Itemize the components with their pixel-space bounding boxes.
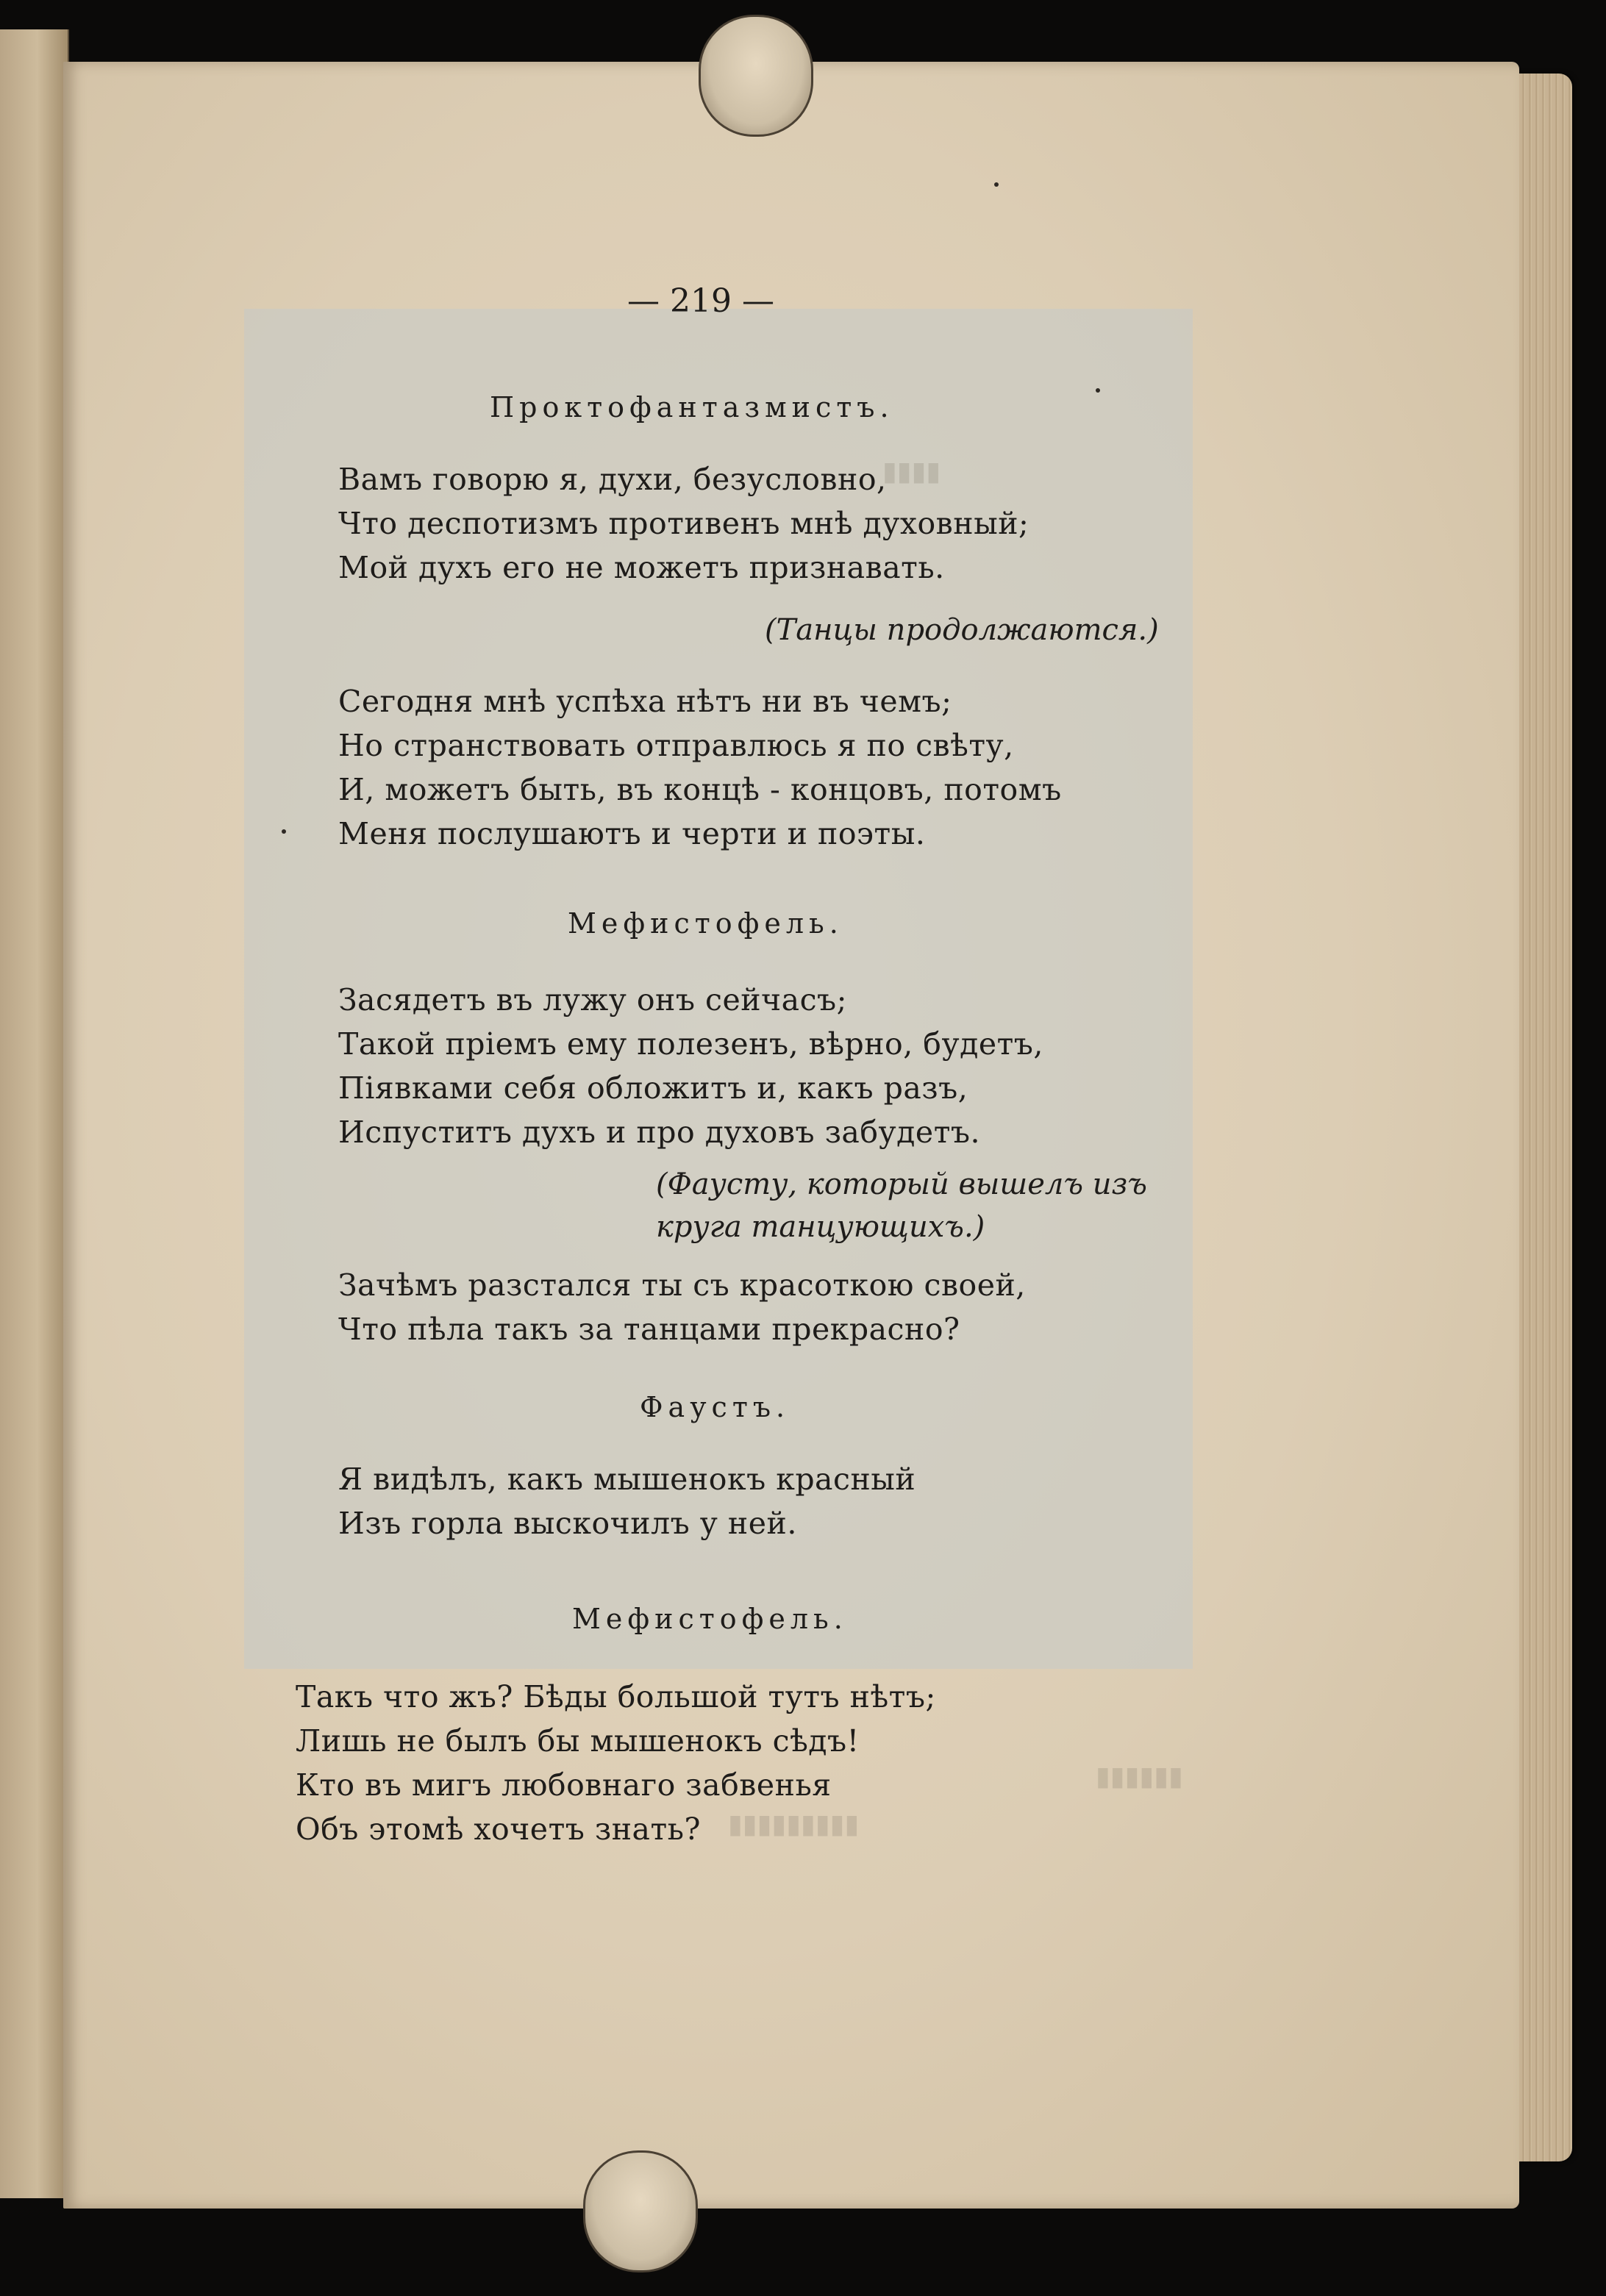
verse-line: Зачѣмъ разстался ты съ красоткою своей, xyxy=(338,1267,1026,1303)
speaker-name: Фаустъ. xyxy=(640,1391,790,1423)
verse-line: Такой пріемъ ему полезенъ, вѣрно, будетъ, xyxy=(338,1026,1043,1062)
verse-stanza xyxy=(338,457,1029,590)
bleed-through: ▮▮▮▮▮▮ xyxy=(1096,1761,1183,1792)
bleed-through: ▮▮▮▮▮▮▮▮▮ xyxy=(728,1809,860,1839)
stage-direction: (Танцы продолжаются.) xyxy=(765,613,1159,647)
verse-line: Изъ горла выскочилъ у ней. xyxy=(338,1506,797,1541)
dust-speck xyxy=(994,182,999,187)
verse-line: Мой духъ его не можетъ признавать. xyxy=(338,550,945,585)
verse-line: Но странствовать отправлюсь я по свѣту, xyxy=(338,728,1014,763)
stage-direction xyxy=(656,1163,1147,1248)
verse-line: Кто въ мигъ любовнаго забвенья xyxy=(296,1767,832,1803)
verse-stanza xyxy=(296,1675,936,1851)
page-number: — 219 — xyxy=(627,282,774,320)
verse-line: Сегодня мнѣ успѣха нѣтъ ни въ чемъ; xyxy=(338,684,952,719)
verse-line: Такъ что жъ? Бѣды большой тутъ нѣтъ; xyxy=(296,1679,936,1714)
verse-line: Меня послушаютъ и черти и поэты. xyxy=(338,816,926,851)
stage-direction-line: (Фаусту, который вышелъ изъ xyxy=(656,1167,1147,1201)
book-clip-bottom xyxy=(583,2150,698,2272)
dust-speck xyxy=(282,829,286,834)
verse-stanza xyxy=(338,1263,1026,1351)
speaker-name: Проктофантазмистъ. xyxy=(490,391,894,423)
verse-line: Лишь не былъ бы мышенокъ сѣдъ! xyxy=(296,1723,860,1759)
verse-line: Что пѣла такъ за танцами прекрасно? xyxy=(338,1312,960,1347)
book-clip-top xyxy=(699,15,813,137)
verse-line: Испуститъ духъ и про духовъ забудетъ. xyxy=(338,1115,980,1150)
verse-stanza xyxy=(338,679,1062,856)
verse-line: Піявками себя обложитъ и, какъ разъ, xyxy=(338,1070,968,1106)
dust-speck xyxy=(1096,388,1100,393)
stage-direction-line: круга танцующихъ.) xyxy=(656,1210,985,1244)
verse-line: Объ этомѣ хочетъ знать? xyxy=(296,1812,701,1847)
bleed-through: ▮▮▮▮ xyxy=(882,456,941,487)
verse-stanza xyxy=(338,978,1043,1154)
verse-line: Вамъ говорю я, духи, безусловно, xyxy=(338,462,887,497)
verse-line: Что деспотизмъ противенъ мнѣ духовный; xyxy=(338,506,1029,541)
verse-line: Я видѣлъ, какъ мышенокъ красный xyxy=(338,1462,916,1497)
speaker-name: Мефистофель. xyxy=(568,907,843,940)
verse-line: Засядетъ въ лужу онъ сейчасъ; xyxy=(338,982,847,1018)
verse-line: И, можетъ быть, въ концѣ - концовъ, потомъ xyxy=(338,772,1062,807)
verse-stanza xyxy=(338,1457,916,1545)
speaker-name: Мефистофель. xyxy=(572,1603,848,1635)
previous-page-edge xyxy=(0,29,69,2198)
